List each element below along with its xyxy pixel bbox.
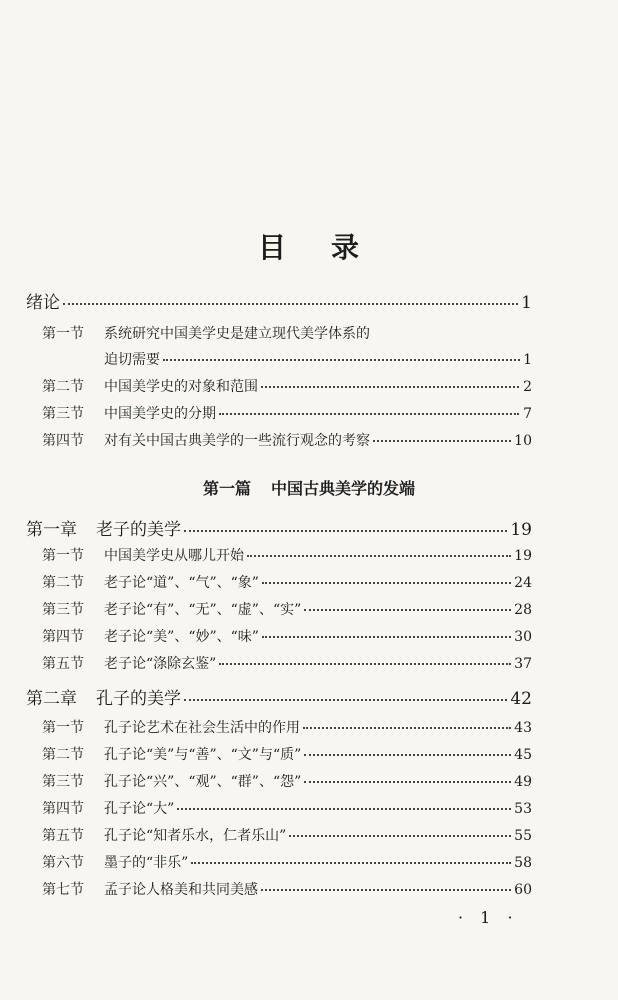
toc-entry-section[interactable]: 第一节 中国美学史从哪儿开始 19 — [42, 548, 532, 564]
toc-entry-section[interactable]: 第一节 系统研究中国美学史是建立现代美学体系的 — [42, 326, 370, 342]
leader-dots — [262, 581, 511, 584]
page-number: · 1 · — [458, 908, 519, 927]
leader-dots — [184, 698, 507, 701]
toc-entry-chapter-1[interactable]: 第一章 老子的美学 19 — [26, 520, 532, 540]
toc-entry-section[interactable]: 第四节 对有关中国古典美学的一些流行观念的考察 10 — [42, 433, 532, 449]
leader-dots — [184, 529, 507, 532]
leader-dots — [219, 412, 519, 415]
leader-dots — [304, 780, 511, 783]
toc-entry-section[interactable]: 第二节 老子论“道”、“气”、“象” 24 — [42, 575, 532, 591]
toc-entry-continuation[interactable]: 迫切需要 1 — [104, 352, 532, 368]
leader-dots — [373, 439, 511, 442]
leader-dots — [304, 608, 511, 611]
toc-entry-chapter-2[interactable]: 第二章 孔子的美学 42 — [26, 689, 532, 709]
leader-dots — [247, 554, 511, 557]
toc-entry-section[interactable]: 第二节 中国美学史的对象和范围 2 — [42, 379, 532, 395]
page-title: 目 录 — [257, 231, 361, 264]
toc-entry-section[interactable]: 第五节 孔子论“知者乐水，仁者乐山” 55 — [42, 828, 532, 844]
leader-dots — [289, 834, 511, 837]
toc-entry-section[interactable]: 第七节 孟子论人格美和共同美感 60 — [42, 882, 532, 898]
toc-entry-section[interactable]: 第一节 孔子论艺术在社会生活中的作用 43 — [42, 720, 532, 736]
toc-entry-section[interactable]: 第三节 中国美学史的分期 7 — [42, 406, 532, 422]
leader-dots — [261, 888, 511, 891]
toc-entry-section[interactable]: 第六节 墨子的“非乐” 58 — [42, 855, 532, 871]
leader-dots — [303, 726, 511, 729]
leader-dots — [177, 807, 511, 810]
toc-entry-section[interactable]: 第三节 孔子论“兴”、“观”、“群”、“怨” 49 — [42, 774, 532, 790]
leader-dots — [261, 385, 519, 388]
toc-entry-section[interactable]: 第四节 老子论“美”、“妙”、“味” 30 — [42, 629, 532, 645]
part-heading: 第一篇 中国古典美学的发端 — [202, 479, 416, 498]
toc-entry-section[interactable]: 第三节 老子论“有”、“无”、“虚”、“实” 28 — [42, 602, 532, 618]
toc-entry-section[interactable]: 第五节 老子论“涤除玄鉴” 37 — [42, 656, 532, 672]
leader-dots — [219, 662, 511, 665]
toc-entry-section[interactable]: 第四节 孔子论“大” 53 — [42, 801, 532, 817]
leader-dots — [304, 753, 511, 756]
leader-dots — [191, 861, 511, 864]
leader-dots — [163, 358, 520, 361]
toc-entry-intro[interactable]: 绪论 1 — [26, 293, 532, 313]
leader-dots — [63, 302, 518, 305]
leader-dots — [262, 635, 511, 638]
toc-entry-section[interactable]: 第二节 孔子论“美”与“善”、“文”与“质” 45 — [42, 747, 532, 763]
